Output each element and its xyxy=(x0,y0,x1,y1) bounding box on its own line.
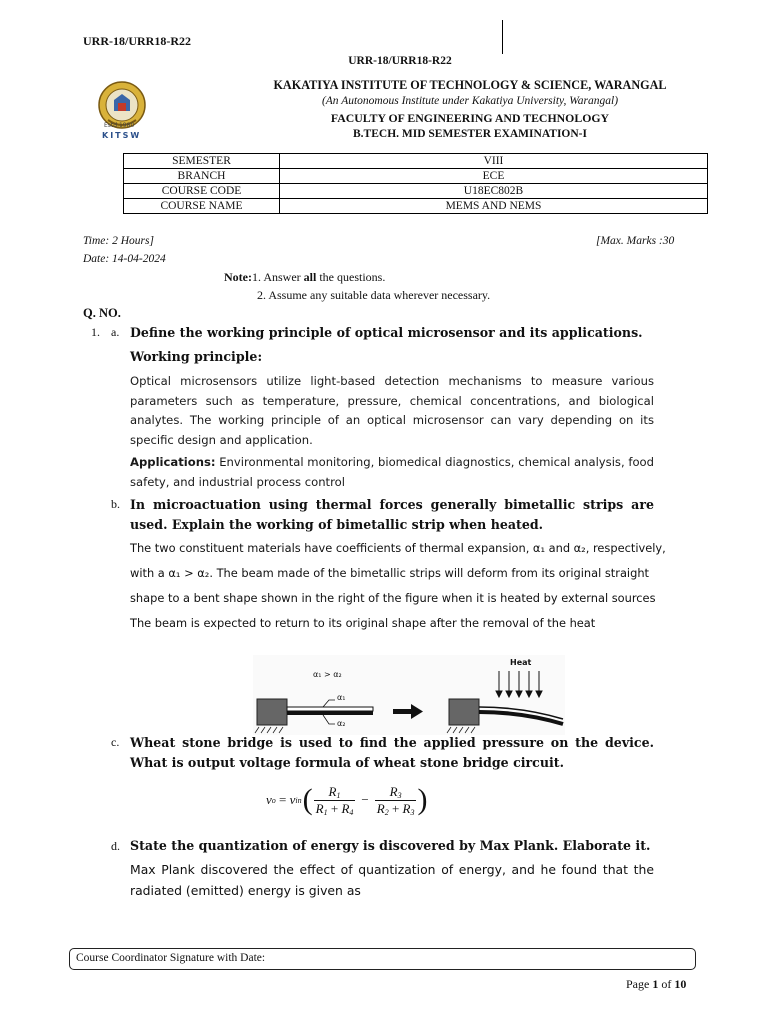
note-line-2: 2. Assume any suitable data wherever necessary. xyxy=(257,288,491,302)
table-value: MEMS AND NEMS xyxy=(280,199,708,214)
answer-1b-line-2: with a α₁ > α₂. The beam made of the bimetallic strips will deform from its original straight xyxy=(130,566,650,580)
numerator-1: R xyxy=(328,783,337,799)
denominator-1b: R xyxy=(341,800,350,816)
max-marks: [Max. Marks :30 xyxy=(596,235,675,247)
note-line-1 xyxy=(224,270,385,285)
table-key: SEMESTER xyxy=(124,154,280,169)
question-1c: Wheat stone bridge is used to find the applied pressure on the device. What is output voltage formula of wheat stone bridge circuit. xyxy=(130,735,654,770)
question-number: 1. xyxy=(91,325,100,339)
signature-label: Course Coordinator Signature with Date: xyxy=(76,952,266,964)
formula-equals: = xyxy=(275,792,290,807)
denominator-2a-sub: 2 xyxy=(384,807,389,817)
logo-estd: Estd.1980 xyxy=(104,122,135,129)
formula-vin-sub: in xyxy=(295,795,302,805)
plus-1: + xyxy=(327,800,342,816)
course-info-table xyxy=(123,153,708,214)
plus-2: + xyxy=(388,800,403,816)
table-key: COURSE CODE xyxy=(124,184,280,199)
top-code: URR-18/URR18-R22 xyxy=(83,34,191,48)
formula-fraction-1 xyxy=(314,784,356,817)
note-label: Note: xyxy=(224,270,252,284)
note-1-bold: all xyxy=(303,270,317,284)
formula-minus: − xyxy=(361,792,369,807)
table-row xyxy=(124,199,708,214)
note-1-pre: 1. Answer xyxy=(251,270,304,284)
page-mid: of xyxy=(658,977,675,991)
formula-fraction-2 xyxy=(375,784,417,817)
table-row xyxy=(124,154,708,169)
formula-vo: v xyxy=(266,792,272,807)
figure-alpha2-label: α₂ xyxy=(337,719,346,728)
question-number-header: Q. NO. xyxy=(83,306,121,320)
part-b-label: b. xyxy=(111,497,120,511)
question-1b: In microactuation using thermal forces generally bimetallic strips are used. Explain the working of bimetallic strip when heated. xyxy=(130,497,654,532)
page-current: 1 xyxy=(652,977,659,991)
question-1d: State the quantization of energy is discovered by Max Plank. Elaborate it. xyxy=(130,838,651,853)
working-principle-heading: Working principle: xyxy=(130,349,263,364)
text-cursor-line xyxy=(502,20,503,54)
numerator-2-sub: 3 xyxy=(397,790,402,800)
exam-time: Time: 2 Hours] xyxy=(83,235,154,247)
formula-vo-sub: o xyxy=(271,795,276,805)
figure-alpha1-label: α₁ xyxy=(337,693,346,702)
answer-1d-body: Max Plank discovered the effect of quantization of energy, and he found that the radiated (emitted) energy is given as xyxy=(130,862,654,898)
table-row xyxy=(124,184,708,199)
page-pre: Page xyxy=(626,977,653,991)
faculty-name: FACULTY OF ENGINEERING AND TECHNOLOGY xyxy=(330,111,610,125)
answer-1b-line-3: shape to a bent shape shown in the right of the figure when it is heated by external sources xyxy=(130,591,656,605)
figure-condition-label: α₁ > α₂ xyxy=(313,670,342,679)
exam-code: URR-18/URR18-R22 xyxy=(348,55,452,67)
part-c-label: c. xyxy=(111,735,120,749)
answer-1b-line-4: The beam is expected to return to its original shape after the removal of the heat xyxy=(130,616,596,630)
table-key: BRANCH xyxy=(124,169,280,184)
denominator-2a: R xyxy=(376,800,385,816)
institute-subtitle: (An Autonomous Institute under Kakatiya University, Warangal) xyxy=(321,95,619,107)
numerator-1-sub: 1 xyxy=(336,790,341,800)
numerator-2: R xyxy=(389,783,398,799)
part-d-label: d. xyxy=(111,839,120,853)
table-row xyxy=(124,169,708,184)
applications-text: Environmental monitoring, biomedical diagnostics, chemical analysis, food safety, and industrial process control xyxy=(130,455,654,489)
denominator-2b-sub: 3 xyxy=(410,807,415,817)
bimetallic-strip-figure xyxy=(253,655,565,735)
answer-1a-body: Optical microsensors utilize light-based detection mechanisms to measure various parameters such as temperature, pressure, chemical concentrations, and biological analytes. The working principle of an optical microsensor can vary depending on its specific design and application. xyxy=(130,374,654,447)
page-number xyxy=(626,977,686,992)
table-value: ECE xyxy=(280,169,708,184)
table-value: VIII xyxy=(280,154,708,169)
denominator-2b: R xyxy=(402,800,411,816)
exam-date: Date: 14-04-2024 xyxy=(83,253,166,265)
formula-vin: v xyxy=(289,792,296,807)
answer-1a-applications xyxy=(130,453,654,492)
formula-right-paren: ) xyxy=(417,783,428,816)
table-key: COURSE NAME xyxy=(124,199,280,214)
page-total: 10 xyxy=(674,977,687,991)
wheatstone-formula xyxy=(266,780,427,820)
denominator-1b-sub: 4 xyxy=(349,807,354,817)
institute-name: KAKATIYA INSTITUTE OF TECHNOLOGY & SCIENCE, WARANGAL xyxy=(273,78,667,92)
institute-logo xyxy=(92,80,152,144)
note-1-post: the questions. xyxy=(316,270,386,284)
answer-1b-line-1: The two constituent materials have coefficients of thermal expansion, α₁ and α₂, respectively, xyxy=(130,541,666,555)
formula-left-paren: ( xyxy=(302,783,313,816)
denominator-1a-sub: 1 xyxy=(323,807,328,817)
denominator-1a: R xyxy=(315,800,324,816)
applications-label: Applications: xyxy=(130,455,216,469)
figure-heat-label: Heat xyxy=(510,658,532,667)
part-a-label: a. xyxy=(111,325,120,339)
question-1a: Define the working principle of optical microsensor and its applications. xyxy=(130,325,643,340)
signature-box xyxy=(69,948,696,970)
table-value: U18EC802B xyxy=(280,184,708,199)
logo-text: KITSW xyxy=(102,131,142,140)
exam-title: B.TECH. MID SEMESTER EXAMINATION-I xyxy=(353,128,587,140)
